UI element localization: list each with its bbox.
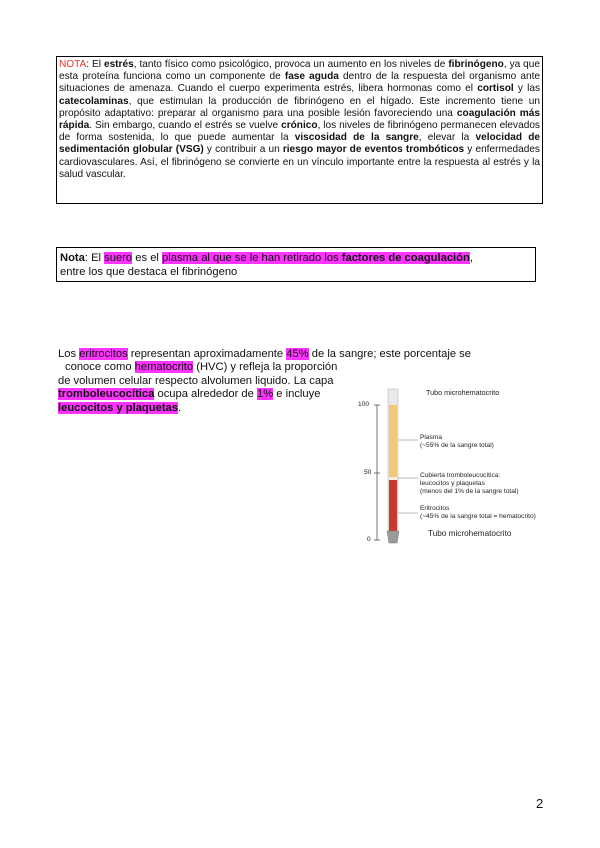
microhematocrit-figure bbox=[356, 385, 552, 565]
highlight-45: 45% bbox=[286, 348, 309, 360]
buffy-label: Cubierta tromboleucocítica: bbox=[420, 472, 501, 479]
term-vsg: velocidad de sedimentación globular (VSG) bbox=[59, 132, 540, 156]
scale-50-label: 50 bbox=[364, 469, 372, 476]
hematocrito-paragraph: Los eritrocitos representan aproximadamente 45% de la sangre; este porcentaje se conoce como hematocrito (HVC) y refleja la proporción de volumen celular respecto alvolumen liquido. La capa tromboleucocítica ocupa alrededor de 1% e incluye leucocitos y plaquetas. bbox=[58, 348, 471, 414]
scale-0-label: 0 bbox=[367, 536, 371, 543]
scale-100-label: 100 bbox=[358, 401, 370, 408]
buffy-sublabel-2: (menos del 1% de la sangre total) bbox=[420, 488, 519, 495]
nota-estres-box: NOTA: El estrés, tanto físico como psicológico, provoca un aumento en los niveles de fibrinógeno, ya que esta proteína funciona como un componente de fase aguda dentro de la respuesta del organismo ante situaciones de amenaza. Cuando el cuerpo experimenta estrés, libera hormonas como el cortisol y las catecolaminas, que estimulan la producción de fibrinógeno en el hígado. Este incremento tiene un propósito adaptativo: preparar al organismo para una posible lesión favoreciendo una coagulación más rápida. Sin embargo, cuando el estrés se vuelve crónico, los niveles de fibrinógeno permanecen elevados de forma sostenida, lo que puede aumentar la viscosidad de la sangre, elevar la velocidad de sedimentación globular (VSG) y contribuir a un riesgo mayor de eventos trombóticos y enfermedades cardiovasculares. Así, el fibrinógeno se convierte en un vínculo importante entre la respuesta al estrés y la salud vascular. bbox=[56, 56, 543, 204]
plasma-label: Plasma bbox=[420, 434, 442, 441]
erythrocytes-label: Eritrocitos bbox=[420, 505, 450, 512]
nota2-label: Nota bbox=[60, 252, 85, 264]
highlight-1: 1% bbox=[257, 388, 274, 401]
highlight-plasma: plasma al que se le han retirado los bbox=[162, 252, 342, 264]
tube-plug bbox=[387, 531, 399, 543]
term-cronico: crónico bbox=[281, 120, 318, 132]
buffy-sublabel-1: leucocitos y plaquetas bbox=[420, 480, 485, 487]
buffy-coat-layer bbox=[389, 477, 397, 480]
term-fase-aguda: fase aguda bbox=[284, 71, 339, 83]
term-coagulacion: coagulación más rápida bbox=[59, 107, 540, 132]
term-estres: estrés bbox=[103, 59, 134, 70]
figure-caption: Tubo microhematocrito bbox=[428, 529, 512, 538]
page-number: 2 bbox=[536, 796, 544, 811]
term-viscosidad: viscosidad de la sangre bbox=[294, 132, 419, 144]
figure-title: Tubo microhematocrito bbox=[426, 388, 500, 397]
nota-suero-box: Nota: El suero es el plasma al que se le han retirado los factores de coagulación, entre los que destaca el fibrinógeno bbox=[56, 247, 536, 282]
highlight-factores: factores de coagulación bbox=[341, 252, 470, 264]
highlight-eritrocitos: eritrocitos bbox=[79, 348, 128, 360]
plasma-sublabel: (~55% de la sangre total) bbox=[420, 442, 494, 449]
erythrocytes-sublabel: (~45% de la sangre total = hematocrito) bbox=[420, 513, 536, 520]
nota2-line2: entre los que destaca el fibrinógeno bbox=[60, 266, 238, 278]
term-fibrinogeno: fibrinógeno bbox=[448, 59, 504, 70]
nota-label: NOTA bbox=[59, 59, 87, 70]
highlight-leucocitos: leucocitos y plaquetas bbox=[58, 401, 178, 414]
highlight-hematocrito: hematocrito bbox=[134, 361, 194, 374]
highlight-suero: suero bbox=[104, 252, 133, 264]
term-catecolaminas: catecolaminas bbox=[59, 95, 129, 107]
term-cortisol: cortisol bbox=[477, 83, 514, 95]
term-riesgo: riesgo mayor de eventos trombóticos bbox=[282, 144, 465, 156]
plasma-layer bbox=[389, 405, 397, 478]
highlight-tromboleucocitica: tromboleucocítica bbox=[58, 388, 155, 401]
erythrocyte-layer bbox=[389, 480, 397, 531]
